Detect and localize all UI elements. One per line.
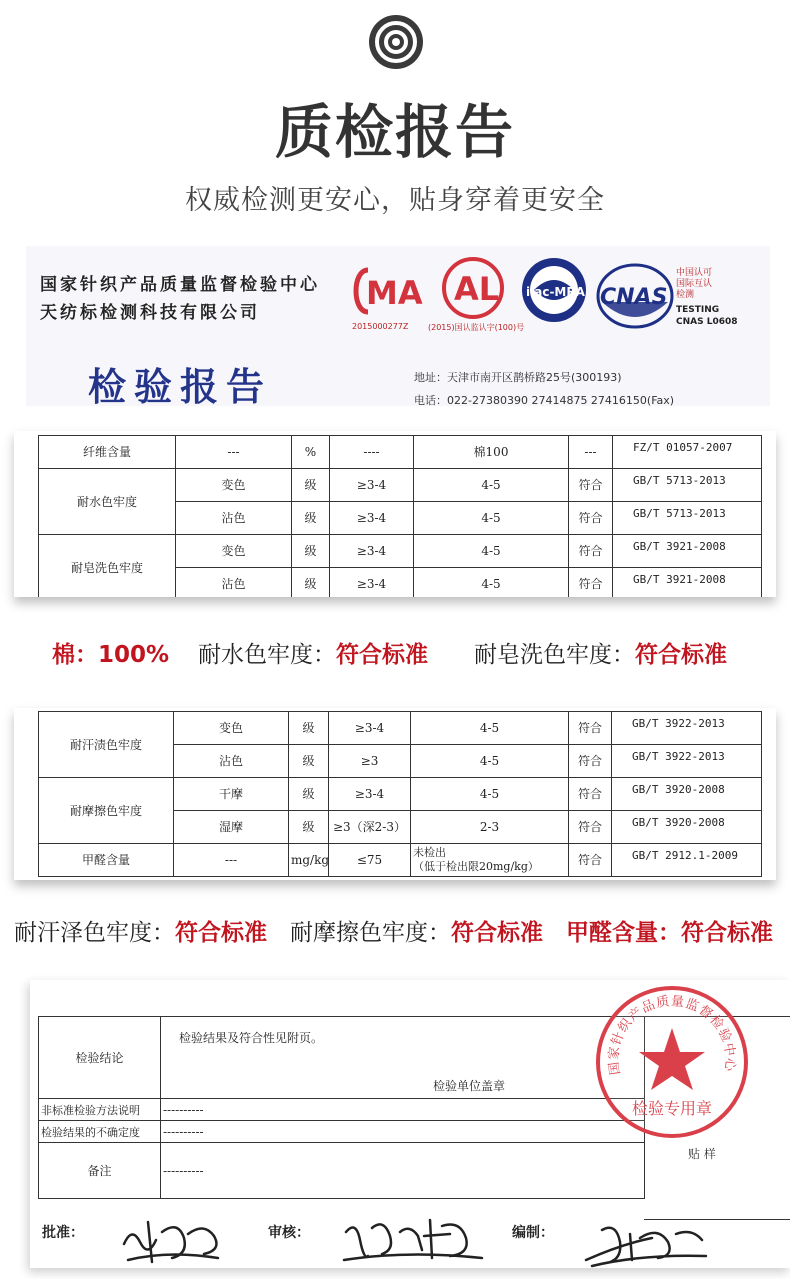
cell-standard: GB/T 3921-2008 [613,535,762,568]
cell-verdict: 符合 [569,568,613,598]
sample-note: 贴 样 [688,1147,716,1161]
cell-unit: 级 [289,745,329,778]
conclusion-content [161,1017,645,1099]
cell-req: ≥3 [329,745,411,778]
cell-req: ≥3-4 [330,502,414,535]
cell-sub: 干摩 [174,778,289,811]
cotton-value: 100% [98,642,170,668]
page-subtitle: 权威检测更安心，贴身穿着更安全 [185,185,605,216]
water-label: 耐水色牢度： [198,642,336,668]
approver-signature-icon [118,1214,230,1270]
cell-sub: 变色 [174,712,289,745]
cell-unit: 级 [289,811,329,844]
compile-label: 编制： [512,1225,554,1241]
ilac-mra-logo-icon [520,250,588,330]
cell-unit: 级 [292,502,330,535]
cell-result: 4-5 [414,568,569,598]
cell-result: 4-5 [411,712,569,745]
cell-verdict: 符合 [569,745,612,778]
cotton-label: 棉： [52,642,98,668]
cell-req: ≥3-4 [329,712,411,745]
cell-result: 4-5 [414,502,569,535]
cell-result: 棉100 [414,436,569,469]
cell-standard: GB/T 3920-2008 [612,811,762,844]
summary-formaldehyde [566,914,773,947]
cell-req: ≥3-4 [330,469,414,502]
cell-sub: --- [176,436,292,469]
remark-label: 备注 [39,1143,161,1199]
cell-sub: 沾色 [174,745,289,778]
conclusion-table [38,1016,645,1199]
lab-address: 地址：天津市南开区鹊桥路25号(300193) [414,371,622,384]
cell-verdict: --- [569,436,613,469]
water-value: 符合标准 [336,642,428,668]
table-row [39,1121,645,1143]
report-title: 检验报告 [88,364,273,409]
cal-logo-text: AL [454,270,500,308]
cell-item: 耐摩擦色牢度 [39,778,174,844]
cell-verdict: 符合 [569,502,613,535]
table-row [39,1143,645,1199]
cnas-logo-icon [596,262,674,334]
cell-unit: mg/kg [289,844,329,877]
table-row [39,1099,645,1121]
uncertainty-value: ---------- [161,1121,645,1143]
cell-unit: 级 [292,535,330,568]
cell-standard: GB/T 3921-2008 [613,568,762,598]
test-table-1 [38,435,762,597]
cell-standard: FZ/T 01057-2007 [613,436,762,469]
remark-value: ---------- [161,1143,645,1199]
cell-sub: 沾色 [176,568,292,598]
approve-label: 批准： [42,1225,84,1241]
cell-result [411,844,569,877]
cell-req: ≥3-4 [329,778,411,811]
summary-soap [474,636,727,669]
soap-label: 耐皂洗色牢度： [474,642,635,668]
cell-item: 耐水色牢度 [39,469,176,535]
cell-standard: GB/T 2912.1-2009 [612,844,762,877]
cnas-line2: 国际互认 [676,279,713,289]
summary-line-1 [52,636,169,669]
cell-standard: GB/T 3920-2008 [612,778,762,811]
cal-number: (2015)国认监认字(100)号 [428,323,525,332]
cell-verdict: 符合 [569,469,613,502]
cell-result: 4-5 [414,535,569,568]
cell-verdict: 符合 [569,844,612,877]
rub-label: 耐摩擦色牢度： [290,920,451,946]
cell-item: 耐汗渍色牢度 [39,712,174,778]
reviewer-signature-icon [338,1210,488,1270]
compiler-signature-icon [582,1214,712,1270]
seal-note: 检验单位盖章 [433,1079,506,1093]
table-row [39,844,762,877]
cell-unit: 级 [289,778,329,811]
page-title: 质检报告 [274,98,515,166]
ilac-logo-text: ilac-MRA [526,285,585,299]
cma-logo-icon [350,262,426,320]
nonstandard-value: ---------- [161,1099,645,1121]
rub-value: 符合标准 [451,920,543,946]
cell-req: ≤75 [329,844,411,877]
cell-verdict: 符合 [569,712,612,745]
cell-req: ≥3（深2-3） [329,811,411,844]
table-row [39,436,762,469]
cell-sub: 变色 [176,535,292,568]
target-logo-icon [368,14,424,70]
cell-result: 2-3 [411,811,569,844]
summary-sweat [14,914,267,947]
cell-sub: 湿摩 [174,811,289,844]
cell-unit: 级 [292,469,330,502]
cnas-line1: 中国认可 [676,268,713,278]
table-row [39,469,762,502]
table-row [39,1017,645,1099]
cell-verdict: 符合 [569,535,613,568]
stamp-outer-text: 国家针织产品质量监督检验中心 [606,994,738,1076]
cell-item: 甲醛含量 [39,844,174,877]
cnas-line4: TESTING [676,305,720,315]
conclusion-label: 检验结论 [39,1017,161,1099]
review-label: 审核： [268,1225,310,1241]
formaldehyde-label: 甲醛含量： [566,920,681,946]
cell-unit: % [292,436,330,469]
sweat-value: 符合标准 [175,920,267,946]
cnas-caption-cn [676,268,712,301]
test-table-2 [38,711,762,877]
cell-result: 4-5 [414,469,569,502]
uncertainty-label: 检验结果的不确定度 [39,1121,161,1143]
conclusion-text: 检验结果及符合性见附页。 [179,1031,324,1045]
cell-result: 4-5 [411,745,569,778]
cell-standard: GB/T 3922-2013 [612,745,762,778]
cell-item: 耐皂洗色牢度 [39,535,176,598]
result-line-2: （低于检出限20mg/kg） [413,860,539,873]
cell-unit: 级 [289,712,329,745]
cnas-logo-text: CNAS [600,285,668,310]
cnas-caption-en [676,304,738,328]
cell-standard: GB/T 5713-2013 [613,502,762,535]
stamp-inner-text: 检验专用章 [631,1099,713,1118]
cell-req: ≥3-4 [330,535,414,568]
cell-req: ≥3-4 [330,568,414,598]
summary-rub [290,914,543,947]
cnas-line3: 检测 [676,290,695,300]
lab-phone: 电话：022-27380390 27414875 27416150(Fax) [414,394,675,407]
summary-water [198,636,428,669]
cell-req: ---- [330,436,414,469]
cell-result: 4-5 [411,778,569,811]
nonstandard-label: 非标准检验方法说明 [39,1099,161,1121]
sweat-label: 耐汗泽色牢度： [14,920,175,946]
cell-verdict: 符合 [569,778,612,811]
cell-standard: GB/T 3922-2013 [612,712,762,745]
soap-value: 符合标准 [635,642,727,668]
org-name-2: 天纺标检测科技有限公司 [40,303,260,323]
cma-logo-text: MA [366,274,423,312]
cma-number: 2015000277Z [352,322,409,331]
table-row [39,778,762,811]
cal-logo-icon [440,256,506,320]
org-name-1: 国家针织产品质量监督检验中心 [40,275,320,295]
cell-sub: 沾色 [176,502,292,535]
cell-unit: 级 [292,568,330,598]
cell-verdict: 符合 [569,811,612,844]
table-row [39,712,762,745]
official-stamp-icon [592,982,752,1142]
formaldehyde-value: 符合标准 [681,920,773,946]
test-table-card-1 [14,431,776,597]
cnas-line5: CNAS L0608 [676,317,738,327]
cell-sub: --- [174,844,289,877]
cell-item: 纤维含量 [39,436,176,469]
table-row [39,535,762,568]
test-table-card-2 [14,708,776,880]
result-line-1: 未检出 [413,846,446,859]
cell-standard: GB/T 5713-2013 [613,469,762,502]
cell-sub: 变色 [176,469,292,502]
